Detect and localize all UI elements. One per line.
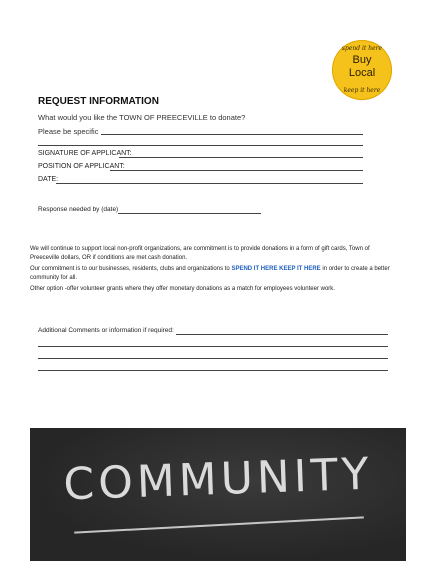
comments-label: Additional Comments or information if required:: [38, 327, 174, 334]
position-field-line[interactable]: [110, 170, 363, 171]
form-title: REQUEST INFORMATION: [38, 96, 159, 107]
comments-field-line-2[interactable]: [38, 346, 388, 347]
date-field-line[interactable]: [56, 183, 363, 184]
comments-field-line-4[interactable]: [38, 370, 388, 371]
specific-field-line-2[interactable]: [38, 145, 363, 146]
paragraph-volunteer-grants: Other option -offer volunteer grants where they offer monetary donations as a match for employees volunteer work.: [30, 286, 335, 292]
paragraph-spend-local-after: in order to create a better community for all.: [30, 266, 390, 281]
buy-local-badge: [332, 40, 392, 100]
badge-top-text: spend it here: [341, 45, 383, 52]
paragraph-commitment: We will continue to support local non-profit organizations, are commitment is to provide donations in a form of gift cards, Town of Preeceville dollars, OR if conditions are met cash donation.: [30, 246, 370, 261]
signature-label: SIGNATURE OF APPLICANT:: [38, 150, 132, 157]
signature-field-line[interactable]: [119, 157, 363, 158]
badge-main-text: [332, 54, 392, 80]
specific-field-line-1[interactable]: [101, 134, 363, 135]
comments-field-line-3[interactable]: [38, 358, 388, 359]
paragraph-spend-local-before: Our commitment is to our businesses, residents, clubs and organizations to: [30, 266, 232, 272]
chalk-underline: [74, 516, 364, 533]
donation-question: What would you like the TOWN OF PREECEVILLE to donate?: [38, 113, 246, 122]
response-label: Response needed by (date): [38, 206, 119, 213]
spend-it-here-highlight: SPEND IT HERE KEEP IT HERE: [231, 266, 321, 272]
position-label: POSITION OF APPLICANT:: [38, 163, 125, 170]
specific-label: Please be specific: [38, 127, 99, 136]
badge-line1: Buy: [352, 54, 372, 66]
badge-line2: Local: [348, 67, 376, 79]
date-label: DATE:: [38, 176, 59, 183]
community-chalkboard-image: [30, 428, 406, 561]
community-chalk-word: COMMUNITY: [62, 448, 374, 511]
badge-bottom-text: keep it here: [343, 87, 381, 94]
comments-field-line-1[interactable]: [176, 334, 388, 335]
paragraph-spend-local: [30, 265, 400, 283]
response-date-field-line[interactable]: [118, 213, 261, 214]
